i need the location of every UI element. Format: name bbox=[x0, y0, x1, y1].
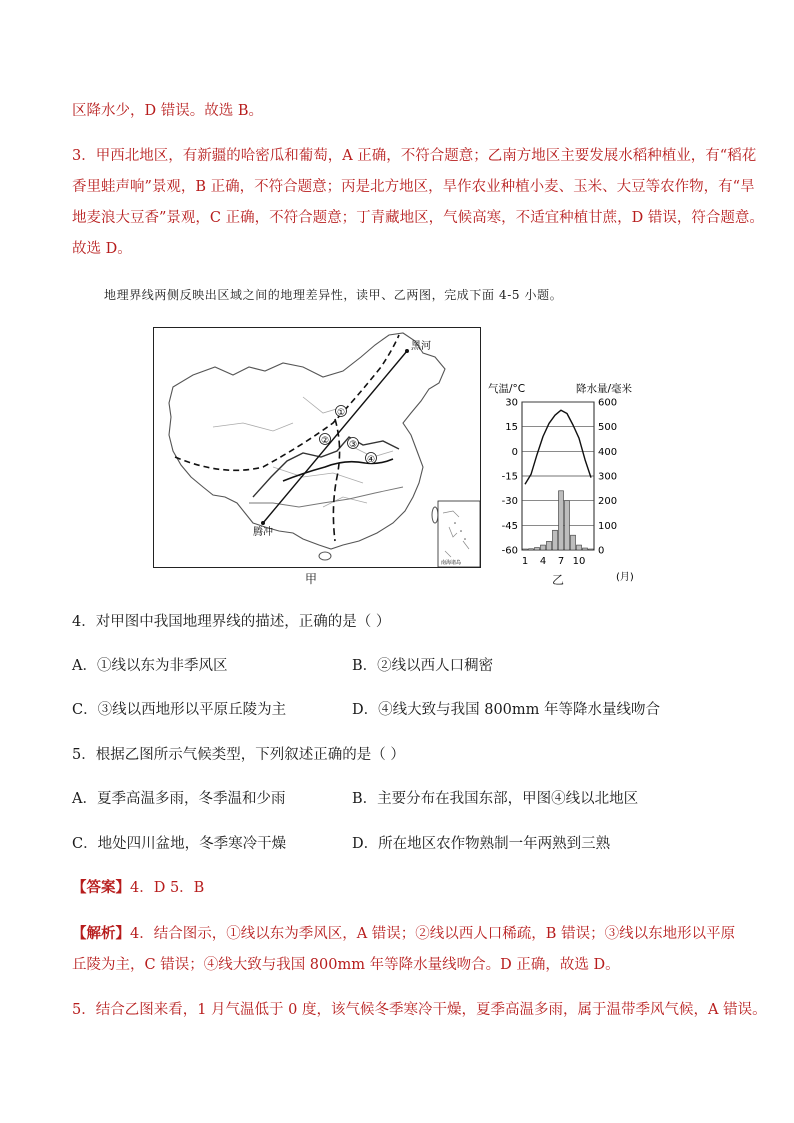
left-tick-label: 30 bbox=[505, 397, 518, 409]
left-tick-label: 15 bbox=[505, 422, 518, 434]
inset-label: 南海诸岛 bbox=[441, 560, 462, 566]
answer-line bbox=[72, 878, 204, 898]
q5-stem: 5．根据乙图所示气候类型，下列叙述正确的是（ ） bbox=[72, 747, 405, 763]
precip-bar bbox=[583, 548, 588, 550]
temperature-line bbox=[525, 410, 591, 484]
right-tick-label: 500 bbox=[598, 422, 618, 434]
q3-explanation-line-4: 故选 D。 bbox=[72, 241, 132, 257]
q3-explanation-line-3: 地麦浪大豆香”景观，C 正确，不符合题意；丁青藏地区，气候高寒，不适宜种植甘蔗，D 错误，符合题意。 bbox=[72, 210, 764, 226]
q5-option-d[interactable]: D．所在地区农作物熟制一年两熟到三熟 bbox=[352, 836, 611, 852]
right-tick-label: 200 bbox=[598, 496, 618, 508]
right-tick-label: 0 bbox=[598, 545, 605, 557]
marker-4: ④ bbox=[366, 455, 376, 465]
analysis-line-1 bbox=[72, 924, 735, 944]
answer-tag: 【答案】 bbox=[72, 879, 130, 896]
china-boundary-map bbox=[153, 327, 481, 569]
marker-3: ③ bbox=[348, 440, 358, 450]
precip-axis-label: 降水量/毫米 bbox=[576, 383, 633, 395]
south-china-sea-inset bbox=[438, 501, 480, 567]
q4-stem: 4．对甲图中我国地理界线的描述，正确的是（ ） bbox=[72, 614, 391, 630]
right-tick-label: 600 bbox=[598, 397, 618, 409]
x-tick-label: 7 bbox=[557, 556, 565, 567]
marker-2: ② bbox=[320, 436, 330, 446]
analysis-text-1: 4．结合图示，①线以东为季风区，A 错误；②线以西人口稀疏，B 错误；③线以东地形以平原 bbox=[130, 926, 736, 942]
map-caption: 甲 bbox=[305, 572, 318, 586]
q5-option-b[interactable]: B．主要分布在我国东部，甲图④线以北地区 bbox=[352, 791, 639, 807]
q4-option-b[interactable]: B．②线以西人口稠密 bbox=[352, 658, 494, 674]
left-tick-label: -15 bbox=[501, 471, 518, 483]
question-intro: 地理界线两侧反映出区域之间的地理差异性，读甲、乙两图，完成下面 4-5 小题。 bbox=[104, 288, 563, 302]
precip-bar bbox=[547, 541, 552, 550]
precip-bar bbox=[589, 549, 594, 550]
x-tick-label: 1 bbox=[521, 556, 529, 567]
q3-explanation-line-2: 香里蛙声响”景观，B 正确，不符合题意；丙是北方地区，旱作农业种植小麦、玉米、大豆等农作物，有“旱 bbox=[72, 179, 755, 195]
temp-axis-label: 气温/°C bbox=[488, 383, 526, 395]
right-tick-label: 400 bbox=[598, 446, 618, 458]
precip-bar bbox=[577, 545, 582, 550]
precip-bar bbox=[565, 501, 570, 550]
q4-option-a[interactable]: A．①线以东为非季风区 bbox=[72, 658, 228, 674]
q5-option-a[interactable]: A．夏季高温多雨，冬季温和少雨 bbox=[72, 791, 286, 807]
right-tick-label: 100 bbox=[598, 520, 618, 532]
left-tick-label: -30 bbox=[501, 496, 518, 508]
month-unit: (月) bbox=[616, 572, 634, 583]
precip-bar bbox=[529, 549, 534, 550]
q4-option-c[interactable]: C．③线以西地形以平原丘陵为主 bbox=[72, 702, 287, 718]
precip-bar bbox=[541, 545, 546, 550]
left-tick-label: -60 bbox=[501, 545, 518, 557]
q3-explanation-line-1: 3．甲西北地区，有新疆的哈密瓜和葡萄，A 正确，不符合题意；乙南方地区主要发展水稻种植业，有“稻花 bbox=[72, 148, 757, 164]
marker-1: ① bbox=[336, 408, 346, 418]
precip-bar bbox=[535, 548, 540, 550]
x-tick-label: 10 bbox=[572, 556, 586, 567]
q4-option-d[interactable]: D．④线大致与我国 800mm 年等降水量线吻合 bbox=[352, 702, 661, 718]
q5-option-c[interactable]: C．地处四川盆地，冬季寒冷干燥 bbox=[72, 836, 287, 852]
climate-caption: 乙 bbox=[552, 573, 565, 587]
precip-bar bbox=[559, 491, 564, 550]
analysis-tag: 【解析】 bbox=[72, 925, 130, 942]
precip-bar bbox=[553, 530, 558, 550]
label-heihe: 黑河 bbox=[411, 341, 431, 352]
right-tick-label: 300 bbox=[598, 471, 618, 483]
left-tick-label: 0 bbox=[511, 446, 518, 458]
analysis-line-2: 丘陵为主，C 错误；④线大致与我国 800mm 年等降水量线吻合。D 正确，故选 D。 bbox=[72, 957, 620, 973]
analysis-line-3: 5．结合乙图来看，1 月气温低于 0 度，该气候冬季寒冷干燥，夏季高温多雨，属于温带季风气候，A 错误。 bbox=[72, 1002, 767, 1018]
prev-answer-tail: 区降水少，D 错误。故选 B。 bbox=[72, 103, 263, 119]
precip-bar bbox=[571, 535, 576, 550]
answer-text: 4．D 5．B bbox=[130, 880, 205, 896]
climate-chart bbox=[482, 378, 672, 588]
label-tengchong: 腾冲 bbox=[253, 527, 273, 538]
x-tick-label: 4 bbox=[539, 556, 547, 567]
left-tick-label: -45 bbox=[501, 520, 518, 532]
precip-bar bbox=[523, 549, 528, 550]
